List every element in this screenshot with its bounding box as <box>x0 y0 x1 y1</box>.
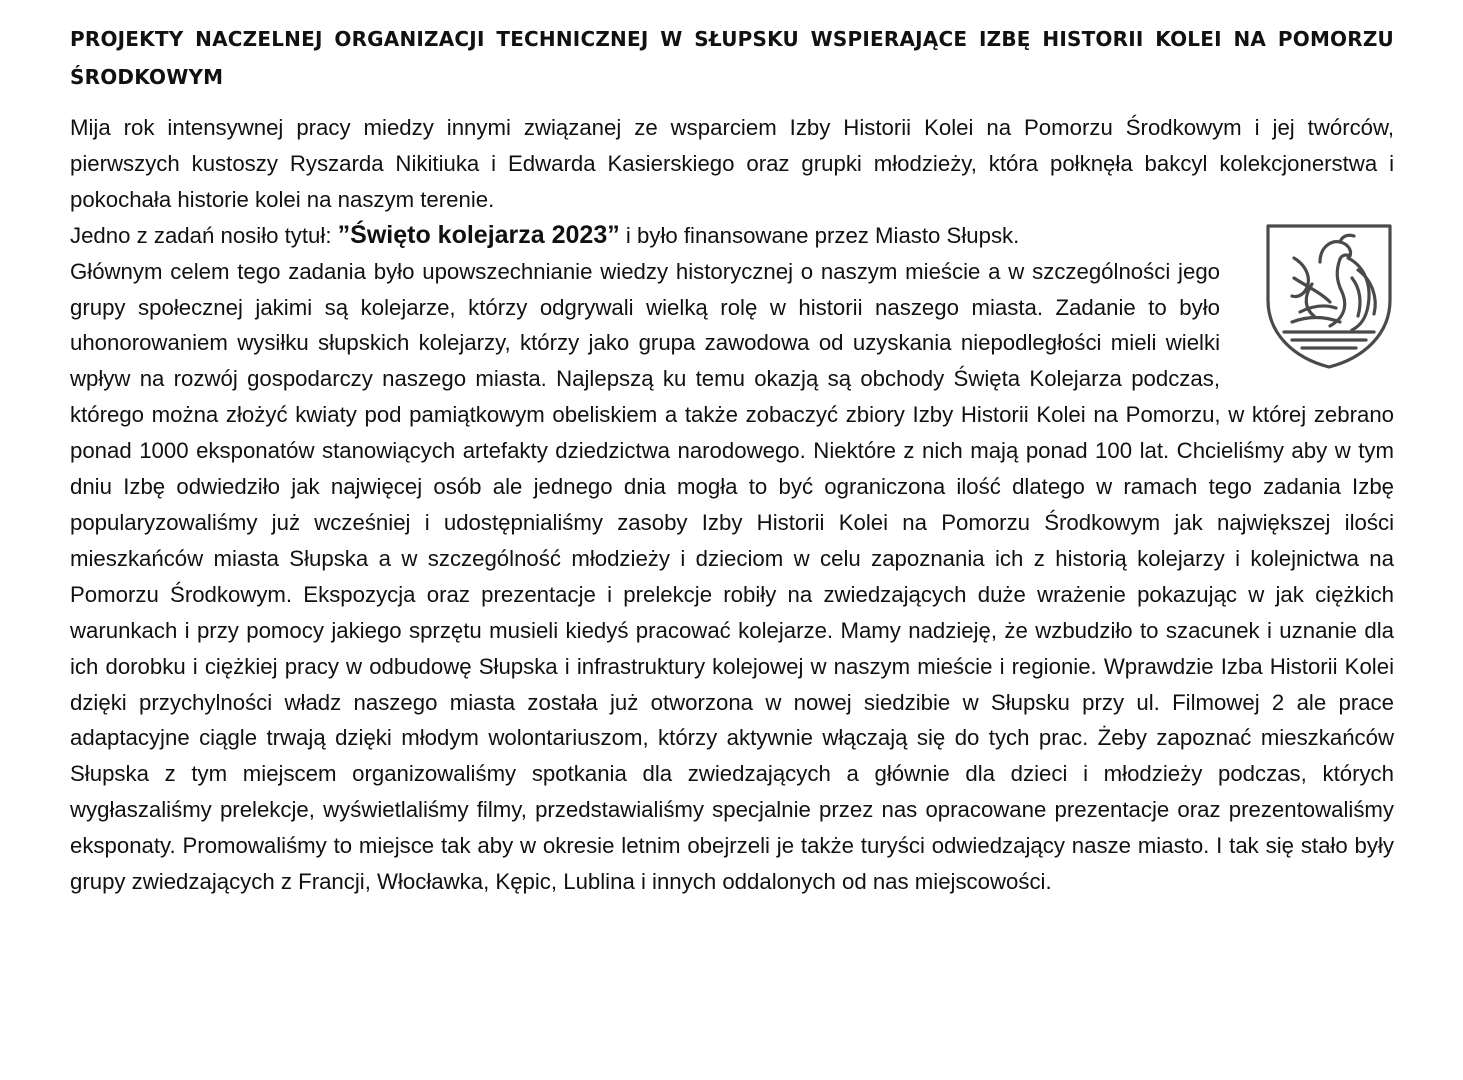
paragraph-main: Głównym celem tego zadania było upowszechnianie wiedzy historycznej o naszym mieście a w szczególności jego grupy społecznej jakimi są kolejarze, którzy odgrywali wielką rolę w historii naszego miasta. Zadanie to było uhonorowaniem wysiłku słupskich kolejarzy, którzy jako grupa zawodowa od uzyskania niepodległości mieli wielki wpływ na rozwój gospodarczy naszego miasta. Najlepszą ku temu okazją są obchody Święta Kolejarza podczas, którego można złożyć kwiaty pod pamiątkowym obeliskiem a także zobaczyć zbiory Izby Historii Kolei na Pomorzu, w której zebrano ponad 1000 eksponatów stanowiących artefakty dziedzictwa narodowego. Niektóre z nich mają ponad 100 lat. Chcieliśmy aby w tym dniu Izbę odwiedziło jak najwięcej osób ale jednego dnia mogła to być ograniczona ilość dlatego w ramach tego zadania Izbę popularyzowaliśmy już wcześniej i udostępnialiśmy zasoby Izby Historii Kolei na Pomorzu Środkowym jak największej ilości mieszkańców miasta Słupska a w szczególność młodzieży i dzieciom w celu zapoznania ich z historią kolejarzy i kolejnictwa na Pomorzu Środkowym. Ekspozycja oraz prezentacje i prelekcje robiły na zwiedzających duże wrażenie pokazując w jak ciężkich warunkach i przy pomocy jakiego sprzętu musieli kiedyś pracować kolejarze. Mamy nadzieję, że wzbudziło to szacunek i uznanie dla ich dorobku i ciężkiej pracy w odbudowę Słupska i infrastruktury kolejowej w naszym mieście i regionie. Wprawdzie Izba Historii Kolei dzięki przychylności władz naszego miasta została już otworzona w nowej siedzibie w Słupsku przy ul. Filmowej 2 ale prace adaptacyjne ciągle trwają dzięki młodym wolontariuszom, którzy aktywnie włączają się do tych prac. Żeby zapoznać mieszkańców Słupska z tym miejscem organizowaliśmy spotkania dla zwiedzających a głównie dla dzieci i młodzieży podczas, których wygłaszaliśmy prelekcje, wyświetlaliśmy filmy, przedstawialiśmy specjalnie przez nas opracowane prezentacje oraz prezentowaliśmy eksponaty. Promowaliśmy to miejsce tak aby w okresie letnim obejrzeli je także turyści odwiedzający nasze miasto. I tak się stało były grupy zwiedzających z Francji, Włocławka, Kępic, Lublina i innych oddalonych od nas miejscowości. <box>70 258 1394 895</box>
slupsk-griffin-crest-icon <box>1264 222 1394 370</box>
paragraph-event-lead: Jedno z zadań nosiło tytuł: <box>70 222 338 248</box>
paragraph-intro: Mija rok intensywnej pracy miedzy innymi związanej ze wsparciem Izby Historii Kolei na Pomorzu Środkowym i jej twórców, pierwszych kustoszy Ryszarda Nikitiuka i Edwarda Kasierskiego oraz grupki młodzieży, która połknęła bakcyl kolekcjonerstwa i pokochała historie kolei na naszym terenie. <box>70 115 1394 212</box>
paragraph-event <box>70 218 1394 254</box>
city-crest-logo <box>1264 222 1394 370</box>
document-body <box>70 110 1394 900</box>
document-page <box>70 20 1394 900</box>
paragraph-event-tail: i było finansowane przez Miasto Słupsk. <box>619 222 1020 248</box>
event-title: ”Święto kolejarza 2023” <box>337 220 620 249</box>
document-title: PROJEKTY NACZELNEJ ORGANIZACJI TECHNICZNEJ W SŁUPSKU WSPIERAJĄCE IZBĘ HISTORII KOLEI NA POMORZU ŚRODKOWYM <box>70 27 1394 89</box>
